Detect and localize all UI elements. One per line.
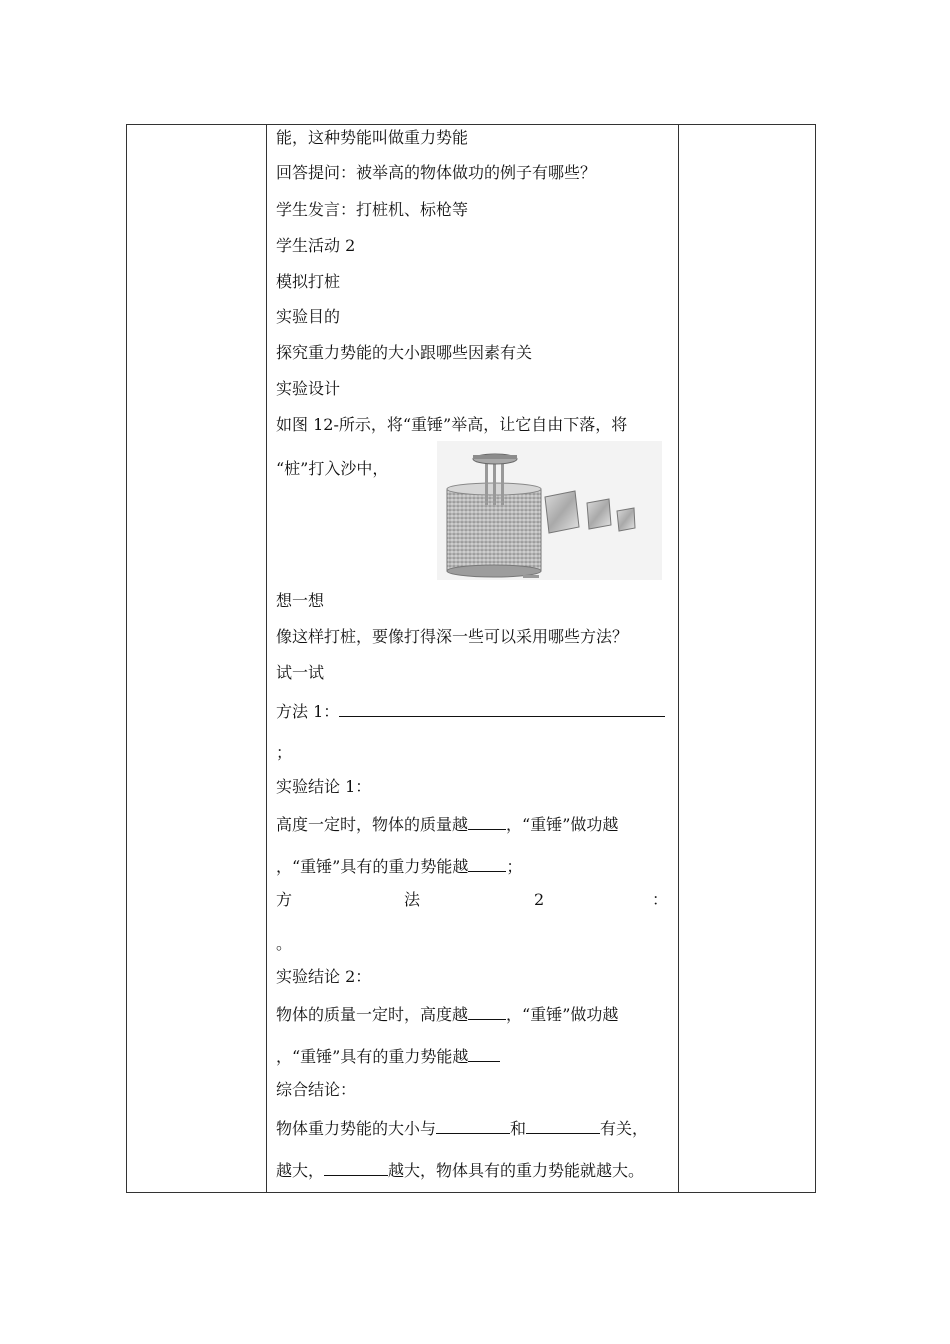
- column-divider-right: [678, 125, 679, 1192]
- pile-driver-icon: [437, 441, 662, 580]
- conclusion-2-line-1: [276, 1003, 618, 1025]
- conclusion-1-line-2: [276, 855, 522, 877]
- text-span: 越大，物体具有的重力势能就越大。: [388, 1161, 645, 1180]
- text-line: 能，这种势能叫做重力势能: [276, 128, 469, 147]
- text-span: 物体的质量一定时，高度越: [276, 1005, 469, 1024]
- summary-line-1: [276, 1117, 648, 1139]
- summary-blank-1[interactable]: [436, 1117, 510, 1134]
- summary-blank-3[interactable]: [324, 1159, 388, 1176]
- text-line: “桩”打入沙中，: [276, 459, 389, 478]
- text-span: ，“重锤”做功越: [506, 1005, 619, 1024]
- method-2-char: 方: [276, 890, 293, 909]
- conclusion-1-blank-2[interactable]: [468, 855, 506, 872]
- section-heading: 想一想: [276, 591, 325, 610]
- conclusion-1-line-1: [276, 813, 618, 835]
- conclusion-2-blank-2[interactable]: [468, 1045, 500, 1062]
- activity-title: 模拟打桩: [276, 272, 341, 291]
- text-span: ，“重锤”做功越: [506, 815, 619, 834]
- conclusion-1-blank-1[interactable]: [468, 813, 506, 830]
- activity-heading: 学生活动 2: [276, 236, 356, 255]
- pile-driver-figure: [437, 441, 662, 580]
- question-line: 像这样打桩，要像打得深一些可以采用哪些方法？: [276, 627, 629, 646]
- text-line: 如图 12-所示，将“重锤”举高，让它自由下落，将: [276, 415, 628, 434]
- summary-blank-2[interactable]: [526, 1117, 600, 1134]
- method-1-label: 方法 1：: [276, 702, 340, 721]
- text-span: ；: [506, 857, 523, 876]
- method-2-end: 。: [276, 934, 293, 953]
- text-line: 探究重力势能的大小跟哪些因素有关: [276, 343, 533, 362]
- method-1-answer-blank[interactable]: [339, 700, 665, 717]
- conclusion-2-blank-1[interactable]: [468, 1003, 506, 1020]
- conclusion-2-heading: 实验结论 2：: [276, 967, 372, 986]
- method-1-end: ；: [276, 743, 293, 762]
- method-1-line: [276, 700, 665, 722]
- text-span: 和: [510, 1119, 527, 1138]
- conclusion-2-line-2: [276, 1045, 500, 1067]
- summary-heading: 综合结论：: [276, 1080, 357, 1099]
- text-span: ，“重锤”具有的重力势能越: [276, 1047, 469, 1066]
- question-line: 回答提问：被举高的物体做功的例子有哪些？: [276, 163, 597, 182]
- section-heading: 实验目的: [276, 307, 341, 326]
- text-span: ，“重锤”具有的重力势能越: [276, 857, 469, 876]
- method-2-char: 法: [404, 890, 421, 909]
- text-line: 学生发言：打桩机、标枪等: [276, 200, 469, 219]
- method-2-colon: ：: [652, 890, 669, 909]
- column-divider-left: [266, 125, 267, 1192]
- text-span: 越大，: [276, 1161, 325, 1180]
- text-span: 高度一定时，物体的质量越: [276, 815, 469, 834]
- section-heading: 试一试: [276, 663, 325, 682]
- conclusion-1-heading: 实验结论 1：: [276, 777, 372, 796]
- lesson-table: [126, 124, 816, 1193]
- summary-line-2: [276, 1159, 644, 1181]
- text-span: 有关，: [600, 1119, 649, 1138]
- text-span: 物体重力势能的大小与: [276, 1119, 437, 1138]
- section-heading: 实验设计: [276, 379, 341, 398]
- method-2-number: 2: [534, 890, 545, 909]
